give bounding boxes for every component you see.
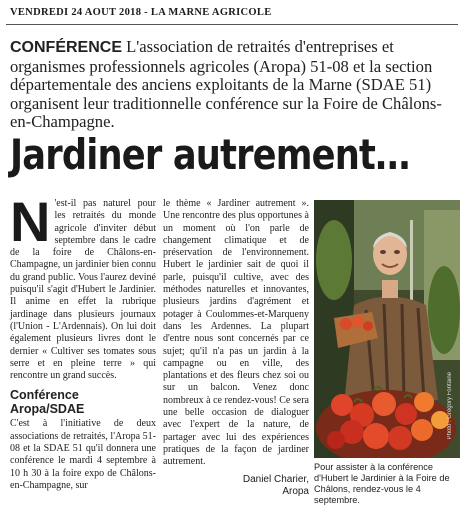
intro-text: L'association de retraités d'entreprises et organismes professionnels agricoles (Aropa) 51-08 et la section départementale des anciens exploitants de la Marne (SDAE 51) organisent leur traditionnelle conférence sur la Foire de Châlons-en-Champagne. — [10, 37, 442, 132]
author-org: Aropa — [282, 486, 309, 497]
photo-illustration — [314, 200, 460, 458]
article-paragraph-3: le thème « Jardiner autrement ». Une rencontre des plus opportunes à un moment où l'on parle de changement climatique et de préservation de l'environnement. Hubert le jardinier sait de quoi il parle, puisqu'il cultive, avec des méthodes naturelles et innovantes, plusieurs jardins d'agrément et potager à Coulommes-et-Marqueny dans les Ardennes. La plupart d'entre nous sont concernés par ce sujet; qu'il n'a pas un jardin à la campagne ou en ville, des plantations et des fleurs chez soi ou sur un balcon. Venez donc nombreux à ce rendez-vous! Ce sera une belle occasion de dialoguer avec l'expert de la nature, de partager avec lui des expériences pratiques de la façon de jardiner autrement. — [163, 198, 309, 468]
article-headline: Jardiner autrement… — [10, 130, 410, 179]
photo-caption: Pour assister à la conférence d'Hubert le Jardinier à la Foire de Châlons, rendez-vous le 4 septembre. — [314, 462, 450, 505]
drop-cap: N — [10, 190, 51, 253]
author-name: Daniel Charier, — [242, 474, 309, 485]
intro-paragraph — [10, 38, 456, 132]
article-signature — [163, 474, 309, 498]
header-divider — [6, 24, 458, 25]
page-header: VENDREDI 24 AOUT 2018 - LA MARNE AGRICOLE — [10, 7, 272, 18]
intro-lead: CONFÉRENCE — [10, 39, 123, 56]
article-paragraph-2: C'est à l'initiative de deux associations de retraités, l'Aropa 51-08 et la SDAE 51 qu'il donnera une conférence le mardi 4 septembre à 10 h 30 à la foire expo de Châlons-en-Champagne, sur — [10, 418, 156, 491]
article-paragraph-1 — [10, 190, 156, 382]
paragraph-1-text: 'est-il pas naturel pour les retraités du monde agricole d'inviter début septembre dans le cadre de la foire de Châlons-en-Champagne, un jardinier bien connu du grand public. Vous l'aurez deviné puisqu'il s'agit d'Hubert le Jardinier. Il anime en effet la rubrique jardinage dans plusieurs journaux (l'Union - L'Ardennais). On lui doit également plusieurs livres dont le dernier « Cultiver ses tomates sous serre et en pleine terre » qui rencontre un grand succès. — [10, 198, 156, 382]
photo-credit: Photo : Grégory Fontaine — [447, 372, 453, 440]
gardener-photo — [314, 200, 460, 458]
article-column-1 — [10, 190, 156, 492]
article-subheading: Conférence Aropa/SDAE — [10, 388, 85, 417]
article-column-2 — [163, 198, 309, 469]
